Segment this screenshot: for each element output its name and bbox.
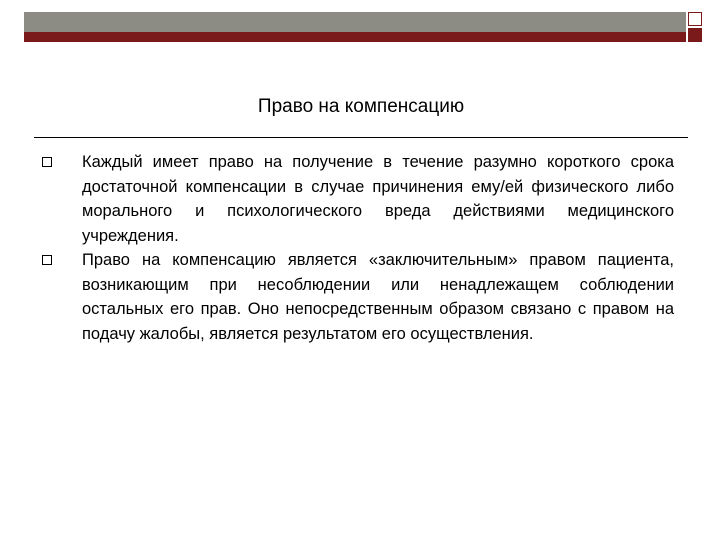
hollow-square-bullet-icon — [42, 157, 52, 167]
bullet-text: Каждый имеет право на получение в течение разумно короткого срока достаточной компенсации в случае причинения ему/ей физического либо морального и психологического вреда действиями медицинского учреждения. — [82, 153, 674, 245]
slide-title: Право на компенсацию — [257, 96, 465, 117]
title-divider — [34, 137, 688, 138]
bullet-text: Право на компенсацию является «заключительным» правом пациента, возникающим при несоблюдении или ненадлежащем соблюдении остальных его прав. Оно непосредственным образом связано с правом на подачу жалобы, является результатом его осуществления. — [82, 251, 674, 343]
bullet-item — [42, 150, 674, 248]
header-red-bar — [24, 32, 686, 42]
bullet-item — [42, 248, 674, 346]
hollow-square-bullet-icon — [42, 255, 52, 265]
header-gray-bar — [24, 12, 686, 32]
corner-filled-square-icon — [688, 28, 702, 42]
bullet-list — [42, 150, 674, 346]
corner-outline-square-icon — [688, 12, 702, 26]
